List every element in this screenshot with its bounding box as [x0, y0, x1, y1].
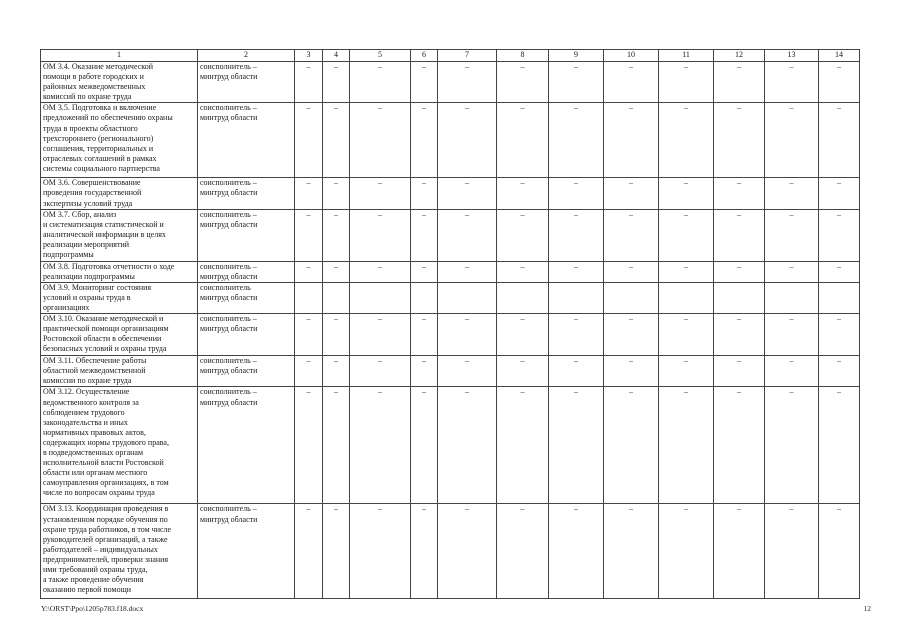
column-header: 11 [659, 50, 714, 62]
measure-name-cell: ОМ 3.8. Подготовка отчетности о ходе реализации подпрограммы [41, 261, 198, 282]
value-cell: – [497, 387, 549, 504]
column-header: 5 [350, 50, 411, 62]
value-cell: – [659, 356, 714, 387]
value-cell: – [714, 261, 765, 282]
value-cell [323, 282, 350, 313]
value-cell: – [497, 314, 549, 356]
value-cell: – [411, 261, 438, 282]
value-cell: – [714, 314, 765, 356]
value-cell: – [323, 504, 350, 599]
table-row [41, 504, 860, 599]
column-header: 4 [323, 50, 350, 62]
value-cell: – [604, 209, 659, 261]
value-cell: – [438, 209, 497, 261]
column-header: 3 [295, 50, 323, 62]
value-cell: – [659, 314, 714, 356]
measure-name-cell: ОМ 3.11. Обеспечение работы областной межведомственной комиссии по охране труда [41, 356, 198, 387]
value-cell: – [549, 504, 604, 599]
value-cell: – [411, 178, 438, 209]
value-cell: – [295, 387, 323, 504]
value-cell: – [659, 504, 714, 599]
value-cell: – [438, 261, 497, 282]
value-cell: – [765, 504, 819, 599]
table-row [41, 209, 860, 261]
value-cell: – [819, 209, 860, 261]
table-row [41, 387, 860, 504]
value-cell: – [350, 209, 411, 261]
value-cell [411, 282, 438, 313]
column-header: 14 [819, 50, 860, 62]
value-cell: – [604, 62, 659, 103]
value-cell: – [438, 103, 497, 178]
value-cell: – [350, 504, 411, 599]
value-cell: – [438, 387, 497, 504]
value-cell: – [765, 356, 819, 387]
executor-cell: соисполнитель – минтруд области [198, 103, 295, 178]
value-cell: – [350, 356, 411, 387]
file-path: Y:\ORST\Ppo\1205p783.f18.docx [41, 604, 144, 613]
value-cell: – [604, 387, 659, 504]
table-row [41, 261, 860, 282]
value-cell: – [765, 103, 819, 178]
value-cell [659, 282, 714, 313]
page-number: 12 [863, 604, 871, 613]
value-cell: – [604, 261, 659, 282]
table-row [41, 282, 860, 313]
value-cell [765, 282, 819, 313]
value-cell: – [411, 209, 438, 261]
value-cell: – [497, 103, 549, 178]
value-cell [438, 282, 497, 313]
value-cell: – [411, 103, 438, 178]
measure-name-cell: ОМ 3.7. Сбор, анализ и систематизация статистической и аналитической информации в целях реализации мероприятий подпрограммы [41, 209, 198, 261]
value-cell: – [411, 62, 438, 103]
value-cell: – [438, 178, 497, 209]
value-cell: – [323, 356, 350, 387]
executor-cell: соисполнитель – минтруд области [198, 261, 295, 282]
value-cell: – [714, 103, 765, 178]
column-header: 13 [765, 50, 819, 62]
value-cell: – [604, 103, 659, 178]
table-row [41, 103, 860, 178]
value-cell: – [549, 314, 604, 356]
value-cell: – [604, 314, 659, 356]
measure-name-cell: ОМ 3.9. Мониторинг состояния условий и охраны труда в организациях [41, 282, 198, 313]
column-header: 6 [411, 50, 438, 62]
column-header: 7 [438, 50, 497, 62]
table-row [41, 178, 860, 209]
executor-cell: соисполнитель минтруд области [198, 282, 295, 313]
value-cell: – [497, 62, 549, 103]
value-cell [819, 282, 860, 313]
executor-cell: соисполнитель – минтруд области [198, 314, 295, 356]
value-cell: – [819, 178, 860, 209]
value-cell: – [765, 314, 819, 356]
value-cell: – [819, 504, 860, 599]
value-cell [549, 282, 604, 313]
value-cell: – [411, 504, 438, 599]
value-cell: – [295, 504, 323, 599]
value-cell: – [659, 209, 714, 261]
value-cell: – [438, 504, 497, 599]
measure-name-cell: ОМ 3.6. Совершенствование проведения государственной экспертизы условий труда [41, 178, 198, 209]
value-cell: – [659, 178, 714, 209]
column-header: 12 [714, 50, 765, 62]
value-cell: – [497, 356, 549, 387]
value-cell: – [549, 387, 604, 504]
value-cell: – [765, 178, 819, 209]
value-cell: – [295, 62, 323, 103]
value-cell: – [819, 387, 860, 504]
column-header: 8 [497, 50, 549, 62]
value-cell [350, 282, 411, 313]
value-cell: – [604, 178, 659, 209]
value-cell: – [714, 504, 765, 599]
value-cell: – [765, 387, 819, 504]
value-cell: – [323, 261, 350, 282]
value-cell: – [549, 209, 604, 261]
value-cell: – [549, 103, 604, 178]
executor-cell: соисполнитель – минтруд области [198, 209, 295, 261]
value-cell: – [819, 62, 860, 103]
table-row [41, 356, 860, 387]
column-header: 2 [198, 50, 295, 62]
executor-cell: соисполнитель – минтруд области [198, 356, 295, 387]
value-cell: – [350, 261, 411, 282]
value-cell: – [295, 261, 323, 282]
measure-name-cell: ОМ 3.5. Подготовка и включение предложений по обеспечению охраны труда в проекты областного трехстороннего (регионального) соглашения, территориальных и отраслевых соглашений в рамках системы социального партнерства [41, 103, 198, 178]
value-cell: – [765, 62, 819, 103]
value-cell: – [604, 504, 659, 599]
value-cell: – [819, 103, 860, 178]
value-cell: – [438, 356, 497, 387]
value-cell: – [659, 62, 714, 103]
value-cell: – [714, 387, 765, 504]
value-cell: – [295, 356, 323, 387]
value-cell: – [438, 62, 497, 103]
value-cell: – [497, 209, 549, 261]
value-cell: – [765, 209, 819, 261]
value-cell: – [295, 209, 323, 261]
measure-name-cell: ОМ 3.10. Оказание методической и практической помощи организациям Ростовской области в обеспечении безопасных условий и охраны труда [41, 314, 198, 356]
table-row [41, 62, 860, 103]
value-cell: – [659, 103, 714, 178]
value-cell: – [350, 62, 411, 103]
measure-name-cell: ОМ 3.4. Оказание методической помощи в работе городских и районных межведомственных комиссий по охране труда [41, 62, 198, 103]
value-cell [295, 282, 323, 313]
value-cell: – [819, 261, 860, 282]
value-cell: – [549, 62, 604, 103]
program-table [40, 49, 860, 599]
value-cell: – [659, 261, 714, 282]
value-cell: – [714, 62, 765, 103]
value-cell: – [411, 387, 438, 504]
value-cell: – [323, 209, 350, 261]
measure-name-cell: ОМ 3.13. Координация проведения в установленном порядке обучения по охране труда работников, в том числе руководителей организаций, а также работодателей – индивидуальных предпринимателей, проверки знания ими требований охраны труда, а также проведение обучения оказанию первой помощи [41, 504, 198, 599]
header-row [41, 50, 860, 62]
value-cell: – [350, 314, 411, 356]
value-cell: – [497, 504, 549, 599]
value-cell [604, 282, 659, 313]
executor-cell: соисполнитель – минтруд области [198, 178, 295, 209]
column-header: 9 [549, 50, 604, 62]
value-cell: – [323, 387, 350, 504]
value-cell: – [714, 356, 765, 387]
value-cell: – [497, 261, 549, 282]
value-cell: – [323, 62, 350, 103]
value-cell: – [350, 178, 411, 209]
value-cell: – [765, 261, 819, 282]
value-cell: – [549, 356, 604, 387]
table-row [41, 314, 860, 356]
column-header: 1 [41, 50, 198, 62]
value-cell: – [497, 178, 549, 209]
value-cell: – [323, 178, 350, 209]
value-cell: – [549, 178, 604, 209]
value-cell: – [438, 314, 497, 356]
column-header: 10 [604, 50, 659, 62]
executor-cell: соисполнитель – минтруд области [198, 504, 295, 599]
executor-cell: соисполнитель – минтруд области [198, 62, 295, 103]
value-cell: – [411, 356, 438, 387]
value-cell: – [350, 103, 411, 178]
value-cell: – [714, 209, 765, 261]
value-cell: – [549, 261, 604, 282]
value-cell: – [714, 178, 765, 209]
measure-name-cell: ОМ 3.12. Осуществление ведомственного контроля за соблюдением трудового законодательства и иных нормативных правовых актов, содержащих нормы трудового права, в подведомственных органам исполнительной власти Ростовской области или органам местного самоуправления организациях, в том числе по вопросам охраны труда [41, 387, 198, 504]
value-cell [497, 282, 549, 313]
value-cell: – [295, 314, 323, 356]
value-cell: – [659, 387, 714, 504]
value-cell: – [411, 314, 438, 356]
value-cell: – [819, 314, 860, 356]
value-cell: – [323, 103, 350, 178]
value-cell: – [819, 356, 860, 387]
value-cell: – [323, 314, 350, 356]
value-cell: – [295, 178, 323, 209]
value-cell: – [350, 387, 411, 504]
value-cell [714, 282, 765, 313]
executor-cell: соисполнитель – минтруд области [198, 387, 295, 504]
value-cell: – [295, 103, 323, 178]
value-cell: – [604, 356, 659, 387]
